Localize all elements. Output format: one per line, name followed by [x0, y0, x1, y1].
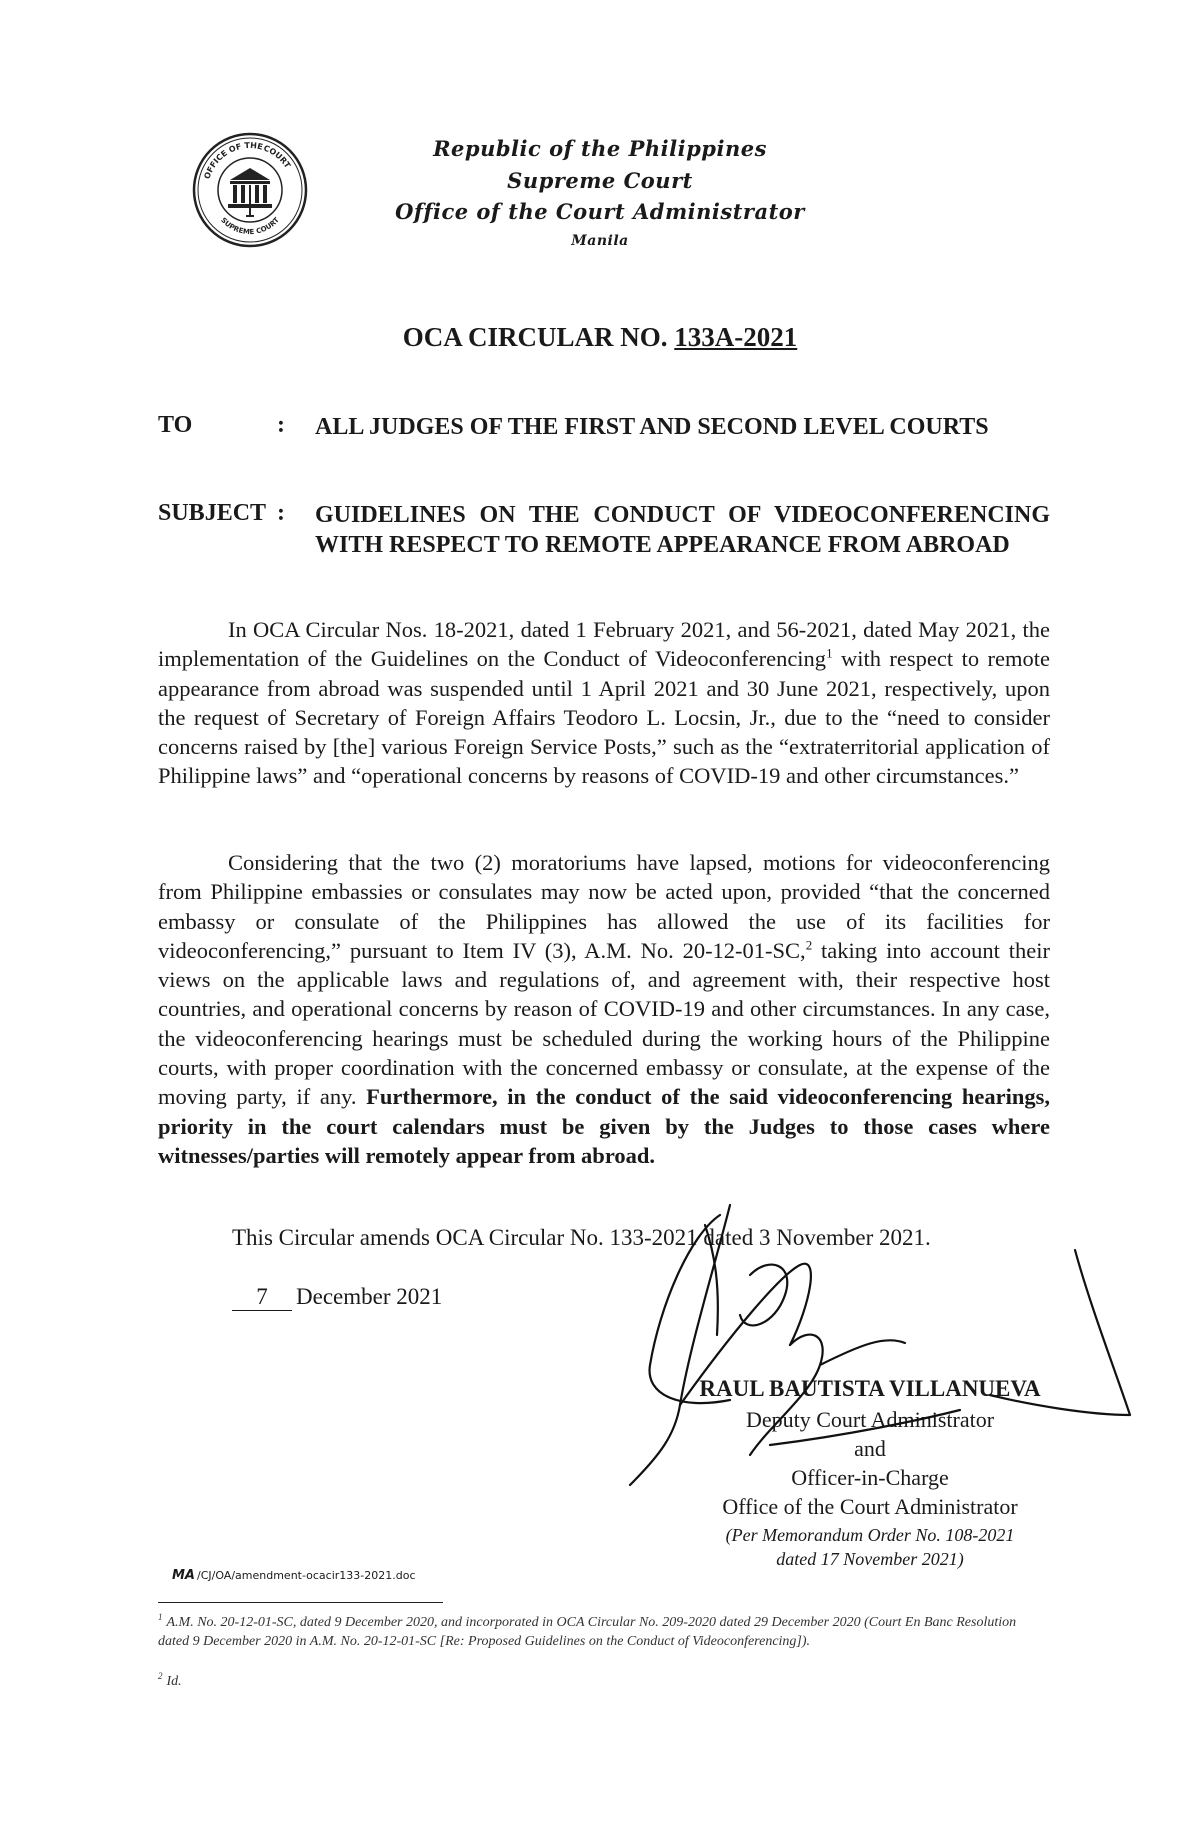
to-label: TO [158, 412, 193, 438]
letterhead-city: Manila [571, 233, 629, 249]
signatory-title-3: Officer-in-Charge [791, 1465, 949, 1490]
footnote-1-mark: 1 [158, 1612, 163, 1623]
signatory-name: RAUL BAUTISTA VILLANUEVA [699, 1376, 1041, 1401]
paragraph-1-text-a: In OCA Circular Nos. 18-2021, dated 1 February 2021, and 56-2021, dated May 2021, the implementation of the Guidelines on the Conduct of Videoconferencing [158, 617, 1050, 672]
paragraph-1 [158, 615, 1050, 791]
signatory-title-2: and [854, 1436, 886, 1461]
signatory-note-1: (Per Memorandum Order No. 108-2021 [725, 1525, 1015, 1545]
paragraph-2-text-a: Considering that the two (2) moratoriums have lapsed, motions for videoconferencing from Philippine embassies or consulates may now be acted upon, provided “that the concerned embassy or consulate of the Philippines has allowed the use of its facilities for videoconferencing,” pursuant to Item IV (3), A.M. No. 20-12-01-SC, [158, 850, 1050, 963]
signatory-title-1: Deputy Court Administrator [745, 1407, 995, 1432]
court-seal-icon [190, 130, 310, 250]
subject-colon: : [277, 500, 285, 526]
subject-value: GUIDELINES ON THE CONDUCT OF VIDEOCONFERENCING WITH RESPECT TO REMOTE APPEARANCE FROM ABROAD [315, 502, 1050, 558]
seal-text-bottom: SUPREME COURT [219, 216, 281, 237]
file-reference [172, 1568, 416, 1583]
signatory-note-2: dated 17 November 2021) [776, 1549, 964, 1569]
footnote-1-text: A.M. No. 20-12-01-SC, dated 9 December 2020, and incorporated in OCA Circular No. 209-2020 dated 29 December 2020 (Court En Banc Resolution dated 9 December 2020 in A.M. No. 20-12-01-SC [Re: Proposed Guidelines on the Conduct of Videoconferencing]). [158, 1615, 1017, 1649]
seal-text-top-right: COURT [262, 143, 293, 170]
footnote-2-text: Id. [166, 1674, 182, 1689]
footnote-2-mark: 2 [158, 1671, 163, 1682]
circular-number: 133A-2021 [674, 322, 798, 352]
date-day: 7 [232, 1284, 292, 1311]
file-path: /CJ/OA/amendment-ocacir133-2021.doc [197, 1569, 416, 1582]
paragraph-2-text-b: taking into account their views on the applicable laws and regulations of, and agreement with, their respective host countries, and operational concerns by reason of COVID-19 and other circumstances. In any case, the videoconferencing hearings must be scheduled during the working hours of the Philippine courts, with proper coordination with the concerned embassy or consulate, at the expense of the moving party, if any. [158, 937, 1050, 1110]
date-line [232, 1284, 442, 1311]
letterhead-republic: Republic of the Philippines [433, 136, 767, 161]
letterhead-supreme-court: Supreme Court [507, 168, 693, 193]
subject-label: SUBJECT [158, 500, 267, 526]
svg-text:SUPREME COURT [219, 216, 281, 236]
amendment-line: This Circular amends OCA Circular No. 133-2021 dated 3 November 2021. [232, 1225, 931, 1250]
letterhead-office: Office of the Court Administrator [395, 199, 805, 224]
footnote-ref-1: 1 [826, 645, 833, 661]
circular-title [0, 322, 1200, 353]
paragraph-2-bold: Furthermore, in the conduct of the said videoconferencing hearings, priority in the court calendars must be given by the Judges to those cases where witnesses/parties will remotely appear from abroad. [158, 1084, 1050, 1168]
paragraph-2 [158, 848, 1050, 1170]
footnote-ref-2: 2 [805, 937, 813, 953]
footnote-1 [158, 1613, 1050, 1651]
to-value: ALL JUDGES OF THE FIRST AND SECOND LEVEL COURTS [315, 414, 989, 440]
seal-text-top: OFFICE OF THE [202, 140, 264, 181]
circular-prefix: OCA CIRCULAR NO. [402, 322, 675, 352]
paragraph-1-text-b: with respect to remote appearance from abroad was suspended until 1 April 2021 and 30 June 2021, respectively, upon the request of Secretary of Foreign Affairs Teodoro L. Locsin, Jr., due to the “need to consider concerns raised by [the] various Foreign Service Posts,” such as the “extraterritorial application of Philippine laws” and “operational concerns by reasons of COVID-19 and other circumstances.” [158, 646, 1050, 789]
signatory-title-4: Office of the Court Administrator [722, 1494, 1018, 1519]
date-month-year: December 2021 [296, 1284, 443, 1309]
footnote-divider [158, 1602, 443, 1603]
footnote-2 [158, 1672, 1050, 1691]
file-initials: MA [172, 1568, 195, 1583]
to-colon: : [277, 412, 285, 438]
